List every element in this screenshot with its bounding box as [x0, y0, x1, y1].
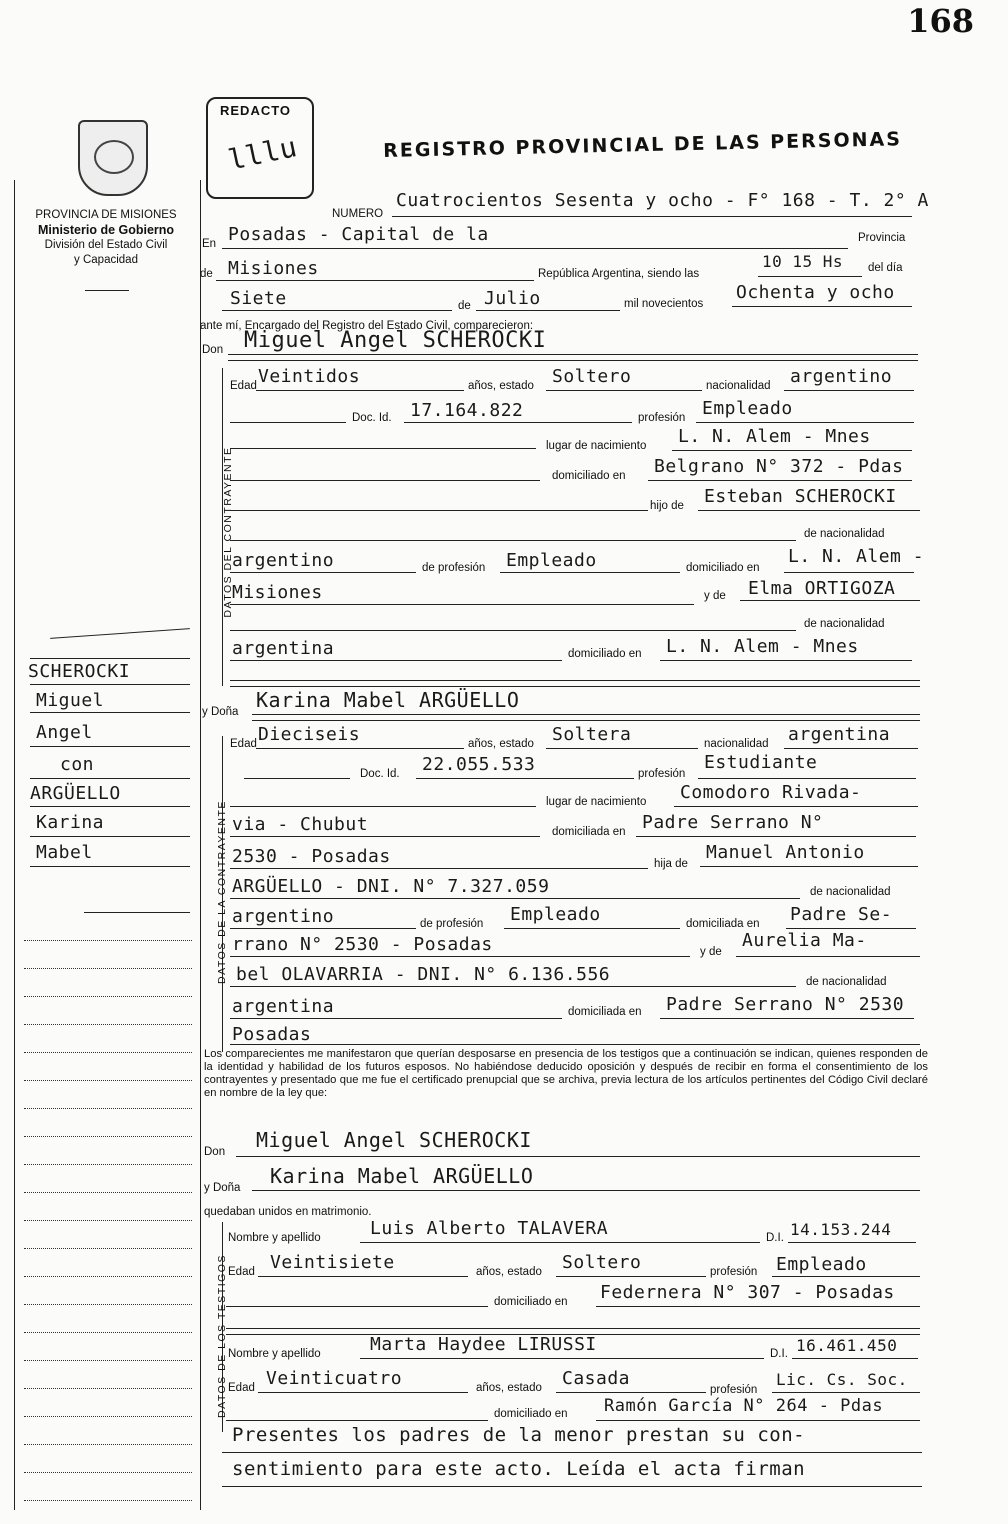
de-label: de: [200, 268, 213, 280]
groom-nacionalidad: argentino: [790, 366, 893, 387]
redacto-stamp: [206, 97, 314, 199]
quedaban-label: quedaban unidos en matrimonio.: [204, 1206, 372, 1218]
margin-ledger-line: [24, 1332, 192, 1333]
anos-estado-label: años, estado: [468, 380, 534, 392]
de-nacionalidad-label: de nacionalidad: [804, 528, 885, 540]
w1-edad: Veintisiete: [270, 1252, 395, 1273]
provincia-label: Provincia: [858, 232, 906, 244]
bride-madre-2: bel OLAVARRIA - DNI. N° 6.136.556: [236, 964, 611, 985]
margin-ledger-line: [24, 1192, 192, 1193]
w1-edad-label: Edad: [228, 1266, 255, 1278]
bride-edad: Dieciseis: [258, 724, 361, 745]
bride-padre-nac: argentino: [232, 906, 335, 927]
don-label: Don: [202, 344, 224, 356]
domiciliado-label: domiciliado en: [552, 470, 626, 482]
w1-nombre: Luis Alberto TALAVERA: [370, 1218, 609, 1239]
division-name-2: y Capacidad: [74, 254, 138, 266]
margin-ledger-line: [24, 1472, 192, 1473]
de-profesion-label: de profesión: [422, 562, 486, 574]
bride-madre-dom-label: domiciliada en: [568, 1006, 642, 1018]
w2-domicilio: Ramón García N° 264 - Pdas: [604, 1396, 884, 1416]
margin-ledger-line: [24, 1080, 192, 1081]
notes-line-2: sentimiento para este acto. Leída el acta firman: [232, 1458, 806, 1480]
w1-profesion: Empleado: [776, 1254, 867, 1275]
province-name: PROVINCIA DE MISIONES: [35, 209, 177, 221]
stamp-label: REDACTO: [220, 103, 292, 118]
w2-edad-label: Edad: [228, 1382, 255, 1394]
mes-acta: Julio: [484, 288, 541, 309]
witness-section-label: DATOS DE LOS TESTIGOS: [216, 1254, 228, 1418]
bride-y-de-label: y de: [700, 946, 722, 958]
w2-nombre: Marta Haydee LIRUSSI: [370, 1334, 597, 1355]
bride-padre: Manuel Antonio: [706, 842, 865, 863]
w1-di: 14.153.244: [790, 1220, 892, 1239]
w2-edad: Veinticuatro: [266, 1368, 403, 1389]
margin-ledger-line: [24, 1024, 192, 1025]
bride-section-label: DATOS DE LA CONTRAYENTE: [216, 800, 228, 984]
margin-ledger-line: [24, 1248, 192, 1249]
profesion-label: profesión: [638, 412, 686, 424]
w1-di-label: D.I.: [766, 1232, 784, 1244]
groom-doc: 17.164.822: [410, 400, 524, 421]
bride-lugar-nac-2: via - Chubut: [232, 814, 369, 835]
margin-ledger-line: [24, 1276, 192, 1277]
w2-estado-label: años, estado: [476, 1382, 542, 1394]
bride-domiciliada-label: domiciliada en: [552, 826, 626, 838]
decl-groom: Miguel Angel SCHEROCKI: [256, 1128, 532, 1152]
bride-estado: Soltera: [552, 724, 632, 745]
de-mes-label: de: [458, 300, 471, 312]
groom-domicilio: Belgrano N° 372 - Pdas: [654, 456, 904, 477]
margin-bride-surname: ARGÜELLO: [30, 783, 121, 804]
del-dia-label: del día: [868, 262, 903, 274]
page-title: REGISTRO PROVINCIAL DE LAS PERSONAS: [383, 128, 903, 162]
bride-domicilio: Padre Serrano N°: [642, 812, 824, 833]
mil-label: mil novecientos: [624, 298, 704, 310]
bride-profesion-label: profesión: [638, 768, 686, 780]
acta-numero: Cuatrocientos Sesenta y ocho - F° 168 - T. 2° A: [396, 190, 929, 211]
margin-surname: SCHEROCKI: [28, 661, 131, 682]
margin-ledger-line: [24, 1220, 192, 1221]
groom-padre-dom: L. N. Alem -: [788, 546, 925, 567]
groom-padre-dom-2: Misiones: [232, 582, 323, 603]
groom-madre-nac: argentina: [232, 638, 335, 659]
margin-ledger-line: [24, 1416, 192, 1417]
margin-name-2: Angel: [36, 722, 93, 743]
w1-profesion-label: profesión: [710, 1266, 758, 1278]
bride-domicilio-2: 2530 - Posadas: [232, 846, 391, 867]
groom-section-label: DATOS DEL CONTRAYENTE: [222, 446, 234, 618]
y-dona-label: y Doña: [202, 706, 239, 718]
bride-padre-prof: Empleado: [510, 904, 601, 925]
en-label: En: [202, 238, 217, 250]
w1-estado-label: años, estado: [476, 1266, 542, 1278]
groom-profesion: Empleado: [702, 398, 793, 419]
bride-name: Karina Mabel ARGÜELLO: [256, 688, 520, 712]
margin-name-1: Miguel: [36, 690, 105, 711]
groom-lugar-nac: L. N. Alem - Mnes: [678, 426, 871, 447]
margin-ledger-line: [24, 940, 192, 941]
groom-padre-nac: argentino: [232, 550, 335, 571]
bride-padre-nacionalidad-label: de nacionalidad: [810, 886, 891, 898]
margin-ledger-line: [24, 1388, 192, 1389]
w2-profesion-label: profesión: [710, 1384, 758, 1396]
division-name: División del Estado Civil: [44, 239, 168, 251]
margin-ledger-line: [24, 1052, 192, 1053]
bride-padre-2: ARGÜELLO - DNI. N° 7.327.059: [232, 876, 550, 897]
bride-lugar-nac-label: lugar de nacimiento: [546, 796, 647, 808]
bride-doc: 22.055.533: [422, 754, 536, 775]
margin-con: con: [60, 754, 95, 775]
w2-estado: Casada: [562, 1368, 631, 1389]
lugar-nac-label: lugar de nacimiento: [546, 440, 647, 452]
w2-di: 16.461.450: [796, 1336, 898, 1355]
hija-de-label: hija de: [654, 858, 688, 870]
bride-profesion: Estudiante: [704, 752, 818, 773]
groom-estado: Soltero: [552, 366, 632, 387]
bride-nacionalidad-label: nacionalidad: [704, 738, 769, 750]
decl-don-label: Don: [204, 1146, 226, 1158]
w2-profesion: Lic. Cs. Soc.: [776, 1370, 908, 1389]
groom-padre: Esteban SCHEROCKI: [704, 486, 897, 507]
dia-acta: Siete: [230, 288, 287, 309]
margin-ledger-line: [24, 996, 192, 997]
w1-domicilio: Federnera N° 307 - Posadas: [600, 1282, 895, 1303]
bride-madre: Aurelia Ma-: [742, 930, 867, 951]
page-number: 168: [907, 2, 974, 40]
y-de-label: y de: [704, 590, 726, 602]
provincia-acta: Misiones: [228, 258, 319, 279]
w2-di-label: D.I.: [770, 1348, 788, 1360]
nacionalidad-label: nacionalidad: [706, 380, 771, 392]
w2-nombre-label: Nombre y apellido: [228, 1348, 321, 1360]
lugar-acta: Posadas - Capital de la: [228, 224, 489, 245]
w1-nombre-label: Nombre y apellido: [228, 1232, 321, 1244]
legal-declaration: Los comparecientes me manifestaron que querían desposarse en presencia de los testigos que a continuación se indican, quienes responden de la identidad y habilidad de los futuros esposos. No habiéndose deducido oposición y después de recibir en forma el consentimiento de los contrayentes y presentado que me fue el certificado prenupcial que se archiva, previa lectura de los artículos pertinentes del Código Civil declaré en nombre de la ley que:: [204, 1048, 928, 1099]
w2-domiciliado-label: domiciliado en: [494, 1408, 568, 1420]
bride-madre-nac: argentina: [232, 996, 335, 1017]
groom-madre-dom: L. N. Alem - Mnes: [666, 636, 859, 657]
bride-de-profesion-label: de profesión: [420, 918, 484, 930]
numero-label: NUMERO: [332, 208, 384, 220]
madre-domiciliado-label: domiciliado en: [568, 648, 642, 660]
margin-bride-name-2: Mabel: [36, 842, 93, 863]
bride-padre-dom-2: rrano N° 2530 - Posadas: [232, 934, 493, 955]
bride-lugar-nac: Comodoro Rivada-: [680, 782, 862, 803]
margin-ledger-line: [24, 1360, 192, 1361]
bride-padre-dom: Padre Se-: [790, 904, 893, 925]
anio-acta: Ochenta y ocho: [736, 282, 895, 303]
margin-ledger-line: [24, 1304, 192, 1305]
groom-padre-prof: Empleado: [506, 550, 597, 571]
bride-doc-label: Doc. Id.: [360, 768, 400, 780]
groom-name: Miguel Angel SCHEROCKI: [244, 328, 547, 353]
margin-ledger-line: [24, 1108, 192, 1109]
domiciliado-en-label: domiciliado en: [686, 562, 760, 574]
doc-label: Doc. Id.: [352, 412, 392, 424]
bride-padre-dom-label: domiciliada en: [686, 918, 760, 930]
decl-dona-label: y Doña: [204, 1182, 241, 1194]
margin-ledger-line: [24, 1444, 192, 1445]
ministry-name: Ministerio de Gobierno: [37, 223, 175, 237]
margin-ledger-line: [24, 1136, 192, 1137]
republica-label: República Argentina, siendo las: [538, 268, 700, 280]
margin-ledger-line: [24, 1500, 192, 1501]
bride-madre-dom-2: Posadas: [232, 1024, 312, 1045]
w1-domiciliado-label: domiciliado en: [494, 1296, 568, 1308]
groom-edad: Veintidos: [258, 366, 361, 387]
main-frame-line: [200, 180, 201, 1510]
margin-bride-name-1: Karina: [36, 812, 105, 833]
w1-estado: Soltero: [562, 1252, 642, 1273]
bride-estado-label: años, estado: [468, 738, 534, 750]
bride-nacionalidad: argentina: [788, 724, 891, 745]
bride-madre-dom: Padre Serrano N° 2530: [666, 994, 905, 1015]
ante-label: ante mí, Encargado del Registro del Estado Civil, comparecieron:: [200, 320, 534, 332]
hijo-de-label: hijo de: [650, 500, 684, 512]
stamp-signature: lllu: [225, 130, 301, 177]
margin-ledger-line: [24, 1164, 192, 1165]
notes-line-1: Presentes los padres de la menor prestan su con-: [232, 1424, 806, 1446]
margin-ledger-line: [24, 968, 192, 969]
bride-madre-nacionalidad-label: de nacionalidad: [806, 976, 887, 988]
madre-nacionalidad-label: de nacionalidad: [804, 618, 885, 630]
decl-bride: Karina Mabel ARGÜELLO: [270, 1164, 534, 1188]
edad-label: Edad: [230, 380, 257, 392]
bride-edad-label: Edad: [230, 738, 257, 750]
hora-acta: 10 15 Hs: [762, 252, 844, 271]
groom-madre: Elma ORTIGOZA: [748, 578, 896, 599]
